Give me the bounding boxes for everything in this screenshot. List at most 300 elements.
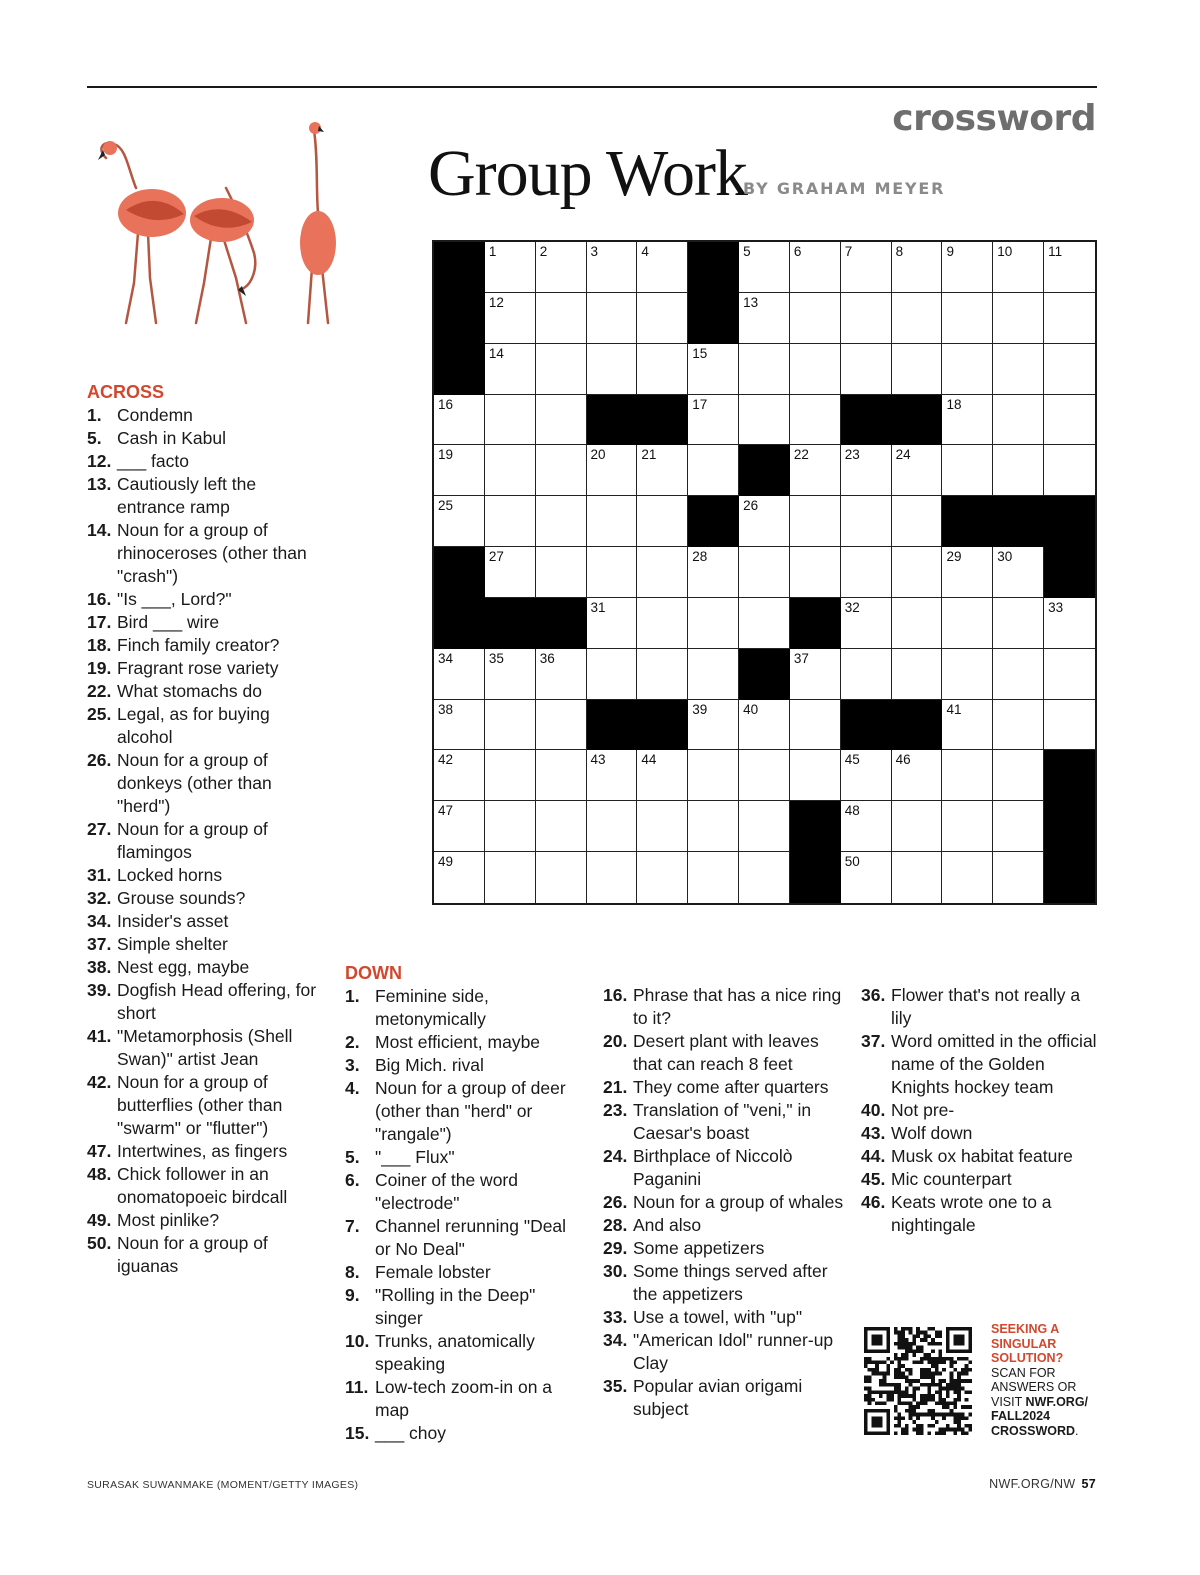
grid-cell[interactable] xyxy=(739,293,790,344)
grid-cell[interactable] xyxy=(942,852,993,903)
grid-cell[interactable] xyxy=(790,395,841,446)
clue-item xyxy=(87,818,317,864)
grid-cell[interactable] xyxy=(637,801,688,852)
cell-number: 22 xyxy=(793,447,809,463)
qr-code-icon[interactable] xyxy=(864,1327,972,1435)
grid-cell[interactable] xyxy=(892,293,943,344)
down-clues-col3 xyxy=(861,984,1101,1237)
grid-cell[interactable] xyxy=(942,801,993,852)
grid-cell[interactable] xyxy=(841,852,892,903)
clue-text: Intertwines, as fingers xyxy=(117,1141,288,1161)
clue-item xyxy=(603,1076,848,1099)
grid-cell[interactable] xyxy=(841,242,892,293)
grid-cell[interactable] xyxy=(993,547,1044,598)
grid-cell[interactable] xyxy=(637,445,688,496)
cell-number: 50 xyxy=(844,854,860,870)
grid-cell[interactable] xyxy=(790,293,841,344)
clue-text: Noun for a group of butterflies (other than "swarm" or "flutter") xyxy=(117,1072,283,1138)
cell-number: 48 xyxy=(844,803,860,819)
cell-number: 49 xyxy=(438,854,454,870)
clue-number: 21. xyxy=(603,1077,628,1097)
grid-cell[interactable] xyxy=(587,445,638,496)
clue-text: Big Mich. rival xyxy=(375,1055,484,1075)
black-square xyxy=(993,496,1044,547)
clue-number: 15. xyxy=(345,1423,370,1443)
black-square xyxy=(536,598,587,649)
grid-cell[interactable] xyxy=(739,852,790,903)
grid-cell[interactable] xyxy=(841,445,892,496)
grid-cell[interactable] xyxy=(993,242,1044,293)
clue-text: Noun for a group of flamingos xyxy=(117,819,268,862)
grid-cell[interactable] xyxy=(434,750,485,801)
grid-cell[interactable] xyxy=(536,700,587,751)
grid-cell[interactable] xyxy=(485,395,536,446)
grid-cell[interactable] xyxy=(993,445,1044,496)
clue-number: 14. xyxy=(87,520,112,540)
clue-item xyxy=(87,1209,317,1232)
grid-cell[interactable] xyxy=(587,649,638,700)
grid-cell[interactable] xyxy=(637,293,688,344)
across-list xyxy=(87,404,317,1278)
grid-cell[interactable] xyxy=(892,852,943,903)
black-square xyxy=(637,395,688,446)
clue-text: Mic counterpart xyxy=(891,1169,1012,1189)
cell-number: 27 xyxy=(488,549,504,565)
grid-cell[interactable] xyxy=(688,700,739,751)
grid-cell[interactable] xyxy=(434,649,485,700)
clue-number: 48. xyxy=(87,1164,112,1184)
black-square xyxy=(434,598,485,649)
grid-cell[interactable] xyxy=(688,750,739,801)
grid-cell[interactable] xyxy=(892,242,943,293)
clue-text: Most efficient, maybe xyxy=(375,1032,541,1052)
cell-number: 8 xyxy=(895,244,904,259)
clue-item xyxy=(87,473,317,519)
clue-number: 2. xyxy=(345,1032,360,1052)
grid-cell[interactable] xyxy=(790,547,841,598)
grid-cell[interactable] xyxy=(993,293,1044,344)
grid-cell[interactable] xyxy=(1044,445,1095,496)
grid-cell[interactable] xyxy=(739,242,790,293)
cell-number: 12 xyxy=(488,294,504,310)
clue-number: 26. xyxy=(87,750,112,770)
grid-cell[interactable] xyxy=(536,344,587,395)
grid-cell[interactable] xyxy=(536,242,587,293)
clue-text: Condemn xyxy=(117,405,193,425)
clue-number: 6. xyxy=(345,1170,360,1190)
down-list-1 xyxy=(345,985,585,1445)
grid-cell[interactable] xyxy=(536,852,587,903)
clue-text: Translation of "veni," in Caesar's boast xyxy=(633,1100,812,1143)
clue-number: 39. xyxy=(87,980,112,1000)
black-square xyxy=(942,496,993,547)
grid-cell[interactable] xyxy=(587,750,638,801)
cell-number: 32 xyxy=(844,599,860,615)
qr-period: . xyxy=(1075,1423,1079,1438)
grid-cell[interactable] xyxy=(1044,649,1095,700)
grid-cell[interactable] xyxy=(993,801,1044,852)
black-square xyxy=(841,395,892,446)
cell-number: 24 xyxy=(895,447,911,463)
grid-cell[interactable] xyxy=(942,293,993,344)
grid-cell[interactable] xyxy=(485,496,536,547)
grid-cell[interactable] xyxy=(993,649,1044,700)
black-square xyxy=(739,649,790,700)
grid-cell[interactable] xyxy=(942,700,993,751)
clue-item xyxy=(87,657,317,680)
footer-site[interactable]: NWF.ORG/NW xyxy=(989,1477,1076,1491)
clue-item xyxy=(87,1163,317,1209)
grid-cell[interactable] xyxy=(790,496,841,547)
grid-cell[interactable] xyxy=(485,293,536,344)
clue-text: Cash in Kabul xyxy=(117,428,226,448)
cell-number: 10 xyxy=(997,244,1013,259)
clue-item xyxy=(603,1260,848,1306)
clue-item xyxy=(861,1168,1101,1191)
grid-cell[interactable] xyxy=(942,395,993,446)
grid-cell[interactable] xyxy=(688,547,739,598)
grid-cell[interactable] xyxy=(536,293,587,344)
grid-cell[interactable] xyxy=(688,598,739,649)
clue-item xyxy=(87,588,317,611)
black-square xyxy=(1044,496,1095,547)
clue-text: Noun for a group of donkeys (other than "herd") xyxy=(117,750,272,816)
clue-number: 37. xyxy=(861,1031,886,1051)
down-clues-col2 xyxy=(603,984,848,1421)
clue-text: "Is ___, Lord?" xyxy=(117,589,232,609)
cell-number: 11 xyxy=(1048,244,1063,259)
black-square xyxy=(434,547,485,598)
grid-cell[interactable] xyxy=(841,649,892,700)
grid-cell[interactable] xyxy=(841,547,892,598)
clue-number: 47. xyxy=(87,1141,112,1161)
clue-item xyxy=(345,1031,585,1054)
grid-cell[interactable] xyxy=(485,700,536,751)
clue-number: 36. xyxy=(861,985,886,1005)
clue-number: 43. xyxy=(861,1123,886,1143)
cell-number: 16 xyxy=(438,396,454,412)
clue-number: 19. xyxy=(87,658,112,678)
clue-number: 13. xyxy=(87,474,112,494)
page-number: 57 xyxy=(1081,1477,1096,1491)
clue-item xyxy=(861,984,1101,1030)
grid-cell[interactable] xyxy=(841,344,892,395)
clue-text: Birthplace of Niccolò Paganini xyxy=(633,1146,793,1189)
clue-item xyxy=(603,984,848,1030)
clue-number: 5. xyxy=(87,428,102,448)
clue-number: 4. xyxy=(345,1078,360,1098)
grid-cell[interactable] xyxy=(434,445,485,496)
grid-cell[interactable] xyxy=(688,649,739,700)
clue-item xyxy=(603,1214,848,1237)
grid-cell[interactable] xyxy=(536,395,587,446)
clue-text: "Metamorphosis (Shell Swan)" artist Jean xyxy=(117,1026,293,1069)
clue-item xyxy=(87,956,317,979)
grid-cell[interactable] xyxy=(892,750,943,801)
grid-cell[interactable] xyxy=(892,344,943,395)
grid-cell[interactable] xyxy=(637,852,688,903)
black-square xyxy=(688,496,739,547)
grid-cell[interactable] xyxy=(434,496,485,547)
cell-number: 36 xyxy=(539,650,555,666)
grid-cell[interactable] xyxy=(841,293,892,344)
clue-text: Nest egg, maybe xyxy=(117,957,250,977)
clue-item xyxy=(87,1140,317,1163)
grid-cell[interactable] xyxy=(536,801,587,852)
cell-number: 26 xyxy=(743,498,759,514)
grid-cell[interactable] xyxy=(1044,344,1095,395)
grid-cell[interactable] xyxy=(739,547,790,598)
clue-item xyxy=(87,933,317,956)
photo-credit: SURASAK SUWANMAKE (MOMENT/GETTY IMAGES) xyxy=(87,1479,359,1491)
cell-number: 43 xyxy=(590,752,606,768)
black-square xyxy=(434,293,485,344)
grid-cell[interactable] xyxy=(993,598,1044,649)
clue-text: Finch family creator? xyxy=(117,635,280,655)
across-heading: ACROSS xyxy=(87,382,165,402)
clue-number: 49. xyxy=(87,1210,112,1230)
clue-item xyxy=(345,1054,585,1077)
grid-cell[interactable] xyxy=(1044,598,1095,649)
clue-text: Feminine side, metonymically xyxy=(375,986,489,1029)
cell-number: 33 xyxy=(1048,599,1064,615)
cell-number: 37 xyxy=(793,650,809,666)
grid-cell[interactable] xyxy=(841,750,892,801)
clue-number: 20. xyxy=(603,1031,628,1051)
clue-number: 34. xyxy=(603,1330,628,1350)
clue-item xyxy=(87,680,317,703)
cell-number: 3 xyxy=(590,244,599,259)
clue-text: Some things served after the appetizers xyxy=(633,1261,828,1304)
grid-cell[interactable] xyxy=(485,242,536,293)
grid-cell[interactable] xyxy=(739,801,790,852)
grid-cell[interactable] xyxy=(942,242,993,293)
grid-cell[interactable] xyxy=(587,344,638,395)
clue-text: Some appetizers xyxy=(633,1238,765,1258)
qr-heading: SEEKING A SINGULAR SOLUTION? xyxy=(991,1322,1064,1365)
clue-text: ___ choy xyxy=(375,1423,447,1443)
grid-cell[interactable] xyxy=(536,445,587,496)
grid-cell[interactable] xyxy=(790,750,841,801)
clue-item xyxy=(345,1330,585,1376)
clue-text: Coiner of the word "electrode" xyxy=(375,1170,518,1213)
grid-cell[interactable] xyxy=(892,547,943,598)
grid-cell[interactable] xyxy=(993,700,1044,751)
grid-cell[interactable] xyxy=(739,496,790,547)
clue-text: Bird ___ wire xyxy=(117,612,220,632)
grid-cell[interactable] xyxy=(485,547,536,598)
black-square xyxy=(688,242,739,293)
clue-number: 1. xyxy=(87,405,102,425)
clue-item xyxy=(603,1306,848,1329)
grid-cell[interactable] xyxy=(1044,242,1095,293)
grid-cell[interactable] xyxy=(637,598,688,649)
clue-item xyxy=(345,1077,585,1146)
clue-item xyxy=(861,1122,1101,1145)
grid-cell[interactable] xyxy=(536,649,587,700)
qr-body: SCAN FOR ANSWERS OR VISIT xyxy=(991,1365,1077,1409)
grid-cell[interactable] xyxy=(587,496,638,547)
grid-cell[interactable] xyxy=(688,445,739,496)
grid-cell[interactable] xyxy=(587,598,638,649)
clue-number: 9. xyxy=(345,1285,360,1305)
cell-number: 46 xyxy=(895,752,911,768)
black-square xyxy=(841,700,892,751)
grid-cell[interactable] xyxy=(739,598,790,649)
grid-cell[interactable] xyxy=(587,801,638,852)
grid-cell[interactable] xyxy=(841,598,892,649)
grid-cell[interactable] xyxy=(739,395,790,446)
clue-number: 38. xyxy=(87,957,112,977)
grid-cell[interactable] xyxy=(739,700,790,751)
grid-cell[interactable] xyxy=(587,293,638,344)
grid-cell[interactable] xyxy=(942,750,993,801)
grid-cell[interactable] xyxy=(993,344,1044,395)
clue-item xyxy=(87,864,317,887)
grid-cell[interactable] xyxy=(637,242,688,293)
cell-number: 9 xyxy=(946,244,954,259)
grid-cell[interactable] xyxy=(637,547,688,598)
grid-cell[interactable] xyxy=(587,547,638,598)
grid-cell[interactable] xyxy=(536,547,587,598)
clue-text: Chick follower in an onomatopoeic birdcall xyxy=(117,1164,288,1207)
grid-cell[interactable] xyxy=(1044,293,1095,344)
grid-cell[interactable] xyxy=(637,344,688,395)
grid-cell[interactable] xyxy=(1044,700,1095,751)
clue-item xyxy=(87,749,317,818)
black-square xyxy=(434,344,485,395)
cell-number: 21 xyxy=(641,447,657,463)
grid-cell[interactable] xyxy=(892,801,943,852)
clue-number: 24. xyxy=(603,1146,628,1166)
grid-cell[interactable] xyxy=(485,344,536,395)
grid-cell[interactable] xyxy=(637,496,688,547)
cell-number: 18 xyxy=(946,396,962,412)
cell-number: 20 xyxy=(590,447,606,463)
grid-cell[interactable] xyxy=(485,750,536,801)
cell-number: 40 xyxy=(743,701,759,717)
grid-cell[interactable] xyxy=(892,445,943,496)
grid-cell[interactable] xyxy=(790,242,841,293)
grid-cell[interactable] xyxy=(739,750,790,801)
grid-cell[interactable] xyxy=(434,852,485,903)
clue-item xyxy=(345,1169,585,1215)
clue-number: 31. xyxy=(87,865,112,885)
clue-text: Female lobster xyxy=(375,1262,491,1282)
grid-cell[interactable] xyxy=(688,801,739,852)
grid-cell[interactable] xyxy=(688,852,739,903)
grid-cell[interactable] xyxy=(942,649,993,700)
cell-number: 1 xyxy=(488,244,497,259)
clue-number: 29. xyxy=(603,1238,628,1258)
grid-cell[interactable] xyxy=(942,445,993,496)
grid-cell[interactable] xyxy=(587,852,638,903)
grid-cell[interactable] xyxy=(790,344,841,395)
clue-text: Noun for a group of rhinoceroses (other than "crash") xyxy=(117,520,307,586)
clue-text: Legal, as for buying alcohol xyxy=(117,704,270,747)
page-title: Group Work xyxy=(428,137,747,210)
clue-text: Popular avian origami subject xyxy=(633,1376,803,1419)
clue-item xyxy=(87,450,317,473)
cell-number: 23 xyxy=(844,447,860,463)
grid-cell[interactable] xyxy=(637,649,688,700)
page-footer xyxy=(989,1477,1096,1491)
clue-text: Cautiously left the entrance ramp xyxy=(117,474,257,517)
grid-cell[interactable] xyxy=(993,852,1044,903)
grid-cell[interactable] xyxy=(942,344,993,395)
black-square xyxy=(1044,750,1095,801)
clue-number: 30. xyxy=(603,1261,628,1281)
clue-number: 32. xyxy=(87,888,112,908)
grid-cell[interactable] xyxy=(688,344,739,395)
across-clues xyxy=(87,381,317,1278)
grid-cell[interactable] xyxy=(434,395,485,446)
clue-text: "Rolling in the Deep" singer xyxy=(375,1285,536,1328)
section-label: crossword xyxy=(892,98,1096,139)
down-list-3 xyxy=(861,984,1101,1237)
grid-cell[interactable] xyxy=(892,496,943,547)
grid-cell[interactable] xyxy=(536,496,587,547)
black-square xyxy=(1044,852,1095,903)
grid-cell[interactable] xyxy=(841,496,892,547)
clue-item xyxy=(87,519,317,588)
grid-cell[interactable] xyxy=(892,598,943,649)
clue-text: Most pinlike? xyxy=(117,1210,220,1230)
clue-number: 7. xyxy=(345,1216,360,1236)
clue-number: 12. xyxy=(87,451,112,471)
grid-cell[interactable] xyxy=(993,395,1044,446)
grid-cell[interactable] xyxy=(942,598,993,649)
clue-number: 28. xyxy=(603,1215,628,1235)
black-square xyxy=(434,242,485,293)
clue-text: Simple shelter xyxy=(117,934,228,954)
clue-item xyxy=(87,611,317,634)
grid-cell[interactable] xyxy=(485,445,536,496)
grid-cell[interactable] xyxy=(485,852,536,903)
clue-text: Keats wrote one to a nightingale xyxy=(891,1192,1052,1235)
clue-item xyxy=(345,1215,585,1261)
grid-cell[interactable] xyxy=(587,242,638,293)
cell-number: 2 xyxy=(539,244,548,259)
grid-cell[interactable] xyxy=(1044,395,1095,446)
grid-cell[interactable] xyxy=(485,801,536,852)
grid-cell[interactable] xyxy=(841,801,892,852)
clue-number: 8. xyxy=(345,1262,360,1282)
grid-cell[interactable] xyxy=(790,700,841,751)
grid-cell[interactable] xyxy=(790,445,841,496)
clue-item xyxy=(87,887,317,910)
clue-number: 50. xyxy=(87,1233,112,1253)
clue-text: Noun for a group of whales xyxy=(633,1192,844,1212)
grid-cell[interactable] xyxy=(892,649,943,700)
grid-cell[interactable] xyxy=(485,649,536,700)
grid-cell[interactable] xyxy=(688,395,739,446)
clue-text: They come after quarters xyxy=(633,1077,829,1097)
grid-cell[interactable] xyxy=(434,700,485,751)
qr-link[interactable]: NWF.ORG/ FALL2024 CROSSWORD xyxy=(991,1394,1089,1438)
grid-cell[interactable] xyxy=(993,750,1044,801)
cell-number: 25 xyxy=(438,498,454,514)
clue-text: Use a towel, with "up" xyxy=(633,1307,803,1327)
cell-number: 13 xyxy=(743,294,759,310)
grid-cell[interactable] xyxy=(739,344,790,395)
grid-cell[interactable] xyxy=(637,750,688,801)
grid-cell[interactable] xyxy=(790,649,841,700)
grid-cell[interactable] xyxy=(536,750,587,801)
grid-cell[interactable] xyxy=(942,547,993,598)
cell-number: 31 xyxy=(590,599,606,615)
grid-cell[interactable] xyxy=(434,801,485,852)
